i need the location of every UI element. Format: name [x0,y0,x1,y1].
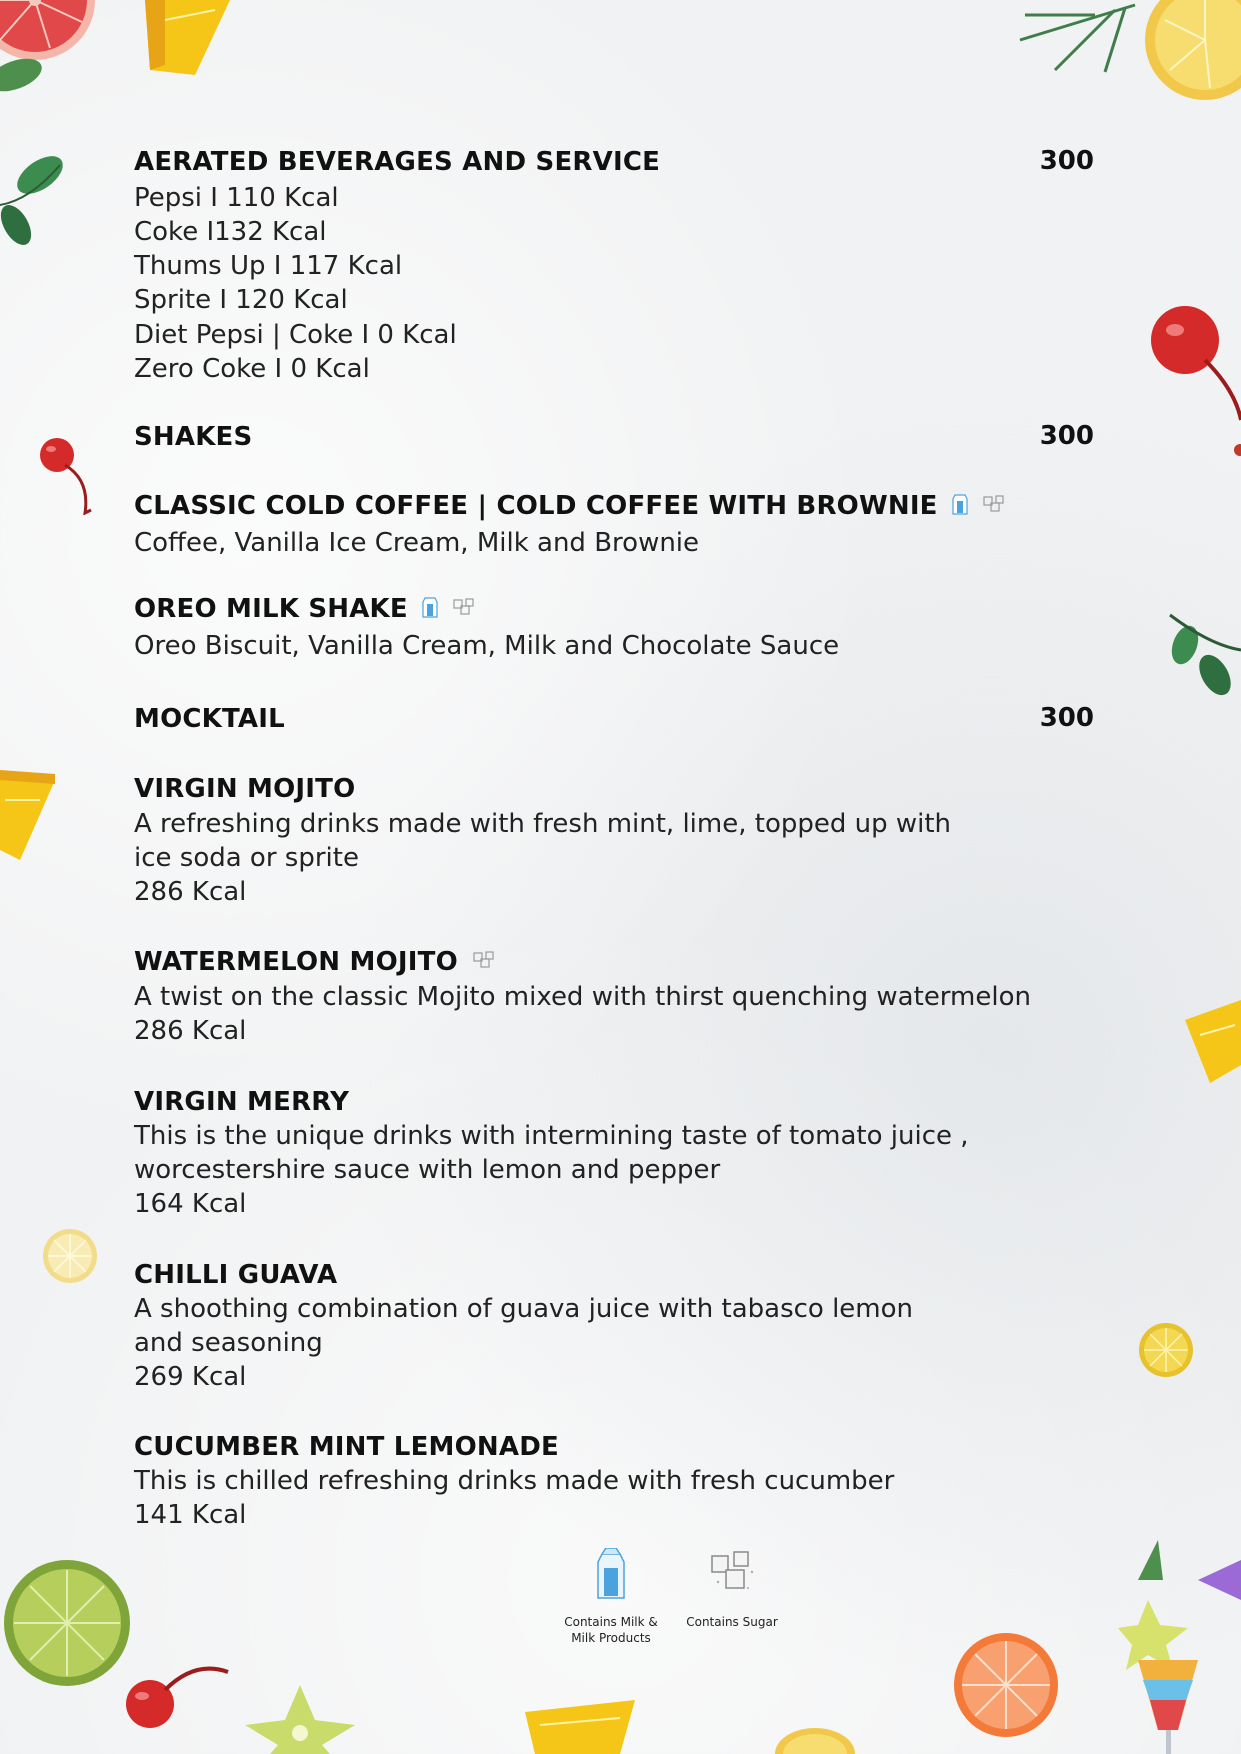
beverage-line: Sprite I 120 Kcal [134,285,348,315]
lemon-slice-illustration [1140,0,1241,120]
beverage-line: Zero Coke I 0 Kcal [134,354,370,384]
item-description: Coffee, Vanilla Ice Cream, Milk and Brownie [134,528,700,558]
section-price-shakes: 300 [1039,421,1094,451]
item-kcal: 269 Kcal [134,1362,247,1392]
item-name-cucumber-mint-lemonade: CUCUMBER MINT LEMONADE [134,1432,559,1462]
section-title-aerated-beverages: AERATED BEVERAGES AND SERVICE [134,147,661,177]
section-title-shakes: SHAKES [134,422,253,452]
star-fruit-illustration [240,1685,360,1754]
sugar-icon [452,595,476,625]
lemon-slice-illustration [42,1228,98,1284]
pineapple-chunk-illustration [135,0,235,80]
milk-icon [952,491,968,522]
item-name-text: CLASSIC COLD COFFEE | COLD COFFEE WITH BROWNIE [134,491,938,521]
cherry-illustration [1145,300,1241,460]
item-kcal: 286 Kcal [134,1016,247,1046]
legend-milk [556,1548,666,1646]
item-description: and seasoning [134,1328,323,1358]
item-kcal: 141 Kcal [134,1500,247,1530]
mint-sprig-illustration [1160,605,1241,715]
beverage-line: Diet Pepsi | Coke I 0 Kcal [134,320,457,350]
beverage-line: Thums Up I 117 Kcal [134,251,403,281]
rainbow-cocktail-illustration [1118,1540,1241,1754]
mint-leaf-illustration [0,145,70,255]
item-description: This is chilled refreshing drinks made with fresh cucumber [134,1466,895,1496]
item-description: A shoothing combination of guava juice with tabasco lemon [134,1294,914,1324]
pineapple-slice-illustration [1180,995,1241,1085]
beverage-line: Coke I132 Kcal [134,217,327,247]
item-name-chilli-guava: CHILLI GUAVA [134,1260,338,1290]
lemon-slice-illustration [1138,1322,1194,1378]
item-kcal: 164 Kcal [134,1189,247,1219]
section-price-aerated-beverages: 300 [1039,146,1094,176]
beverage-line: Pepsi I 110 Kcal [134,183,339,213]
grapefruit-slice-illustration [0,0,120,110]
sugar-icon [982,492,1006,522]
cherry-illustration [120,1660,230,1730]
orange-slice-illustration [953,1632,1059,1738]
milk-icon [556,1548,666,1608]
lime-slice-illustration [2,1558,132,1688]
item-name-text: OREO MILK SHAKE [134,594,408,624]
sugar-icon [680,1548,784,1608]
item-description: worcestershire sauce with lemon and pepper [134,1155,721,1185]
palm-leaves-illustration [1015,0,1145,75]
legend-milk-label: Contains Milk & [564,1615,658,1629]
item-name-oreo-milk-shake [134,594,476,625]
item-name-text: WATERMELON MOJITO [134,947,458,977]
sugar-icon [472,948,496,978]
cherry-illustration [35,435,95,515]
item-description: This is the unique drinks with intermining taste of tomato juice , [134,1121,969,1151]
item-name-virgin-mojito: VIRGIN MOJITO [134,774,356,804]
item-kcal: 286 Kcal [134,877,247,907]
item-description: A refreshing drinks made with fresh mint, lime, topped up with [134,809,952,839]
pineapple-chunk-illustration [525,1700,635,1754]
item-description: A twist on the classic Mojito mixed with thirst quenching watermelon [134,982,1031,1012]
legend-milk-label: Milk Products [571,1631,651,1645]
item-description: Oreo Biscuit, Vanilla Cream, Milk and Chocolate Sauce [134,631,840,661]
legend-sugar-label: Contains Sugar [686,1615,778,1629]
item-name-virgin-merry: VIRGIN MERRY [134,1087,350,1117]
milk-icon [422,594,438,625]
legend-sugar [680,1548,784,1630]
pineapple-slice-illustration [0,770,60,865]
item-name-classic-cold-coffee [134,491,1006,522]
lemon-slice-illustration [775,1728,855,1754]
item-description: ice soda or sprite [134,843,359,873]
item-name-watermelon-mojito [134,947,496,978]
section-title-mocktail: MOCKTAIL [134,704,285,734]
section-price-mocktail: 300 [1039,703,1094,733]
